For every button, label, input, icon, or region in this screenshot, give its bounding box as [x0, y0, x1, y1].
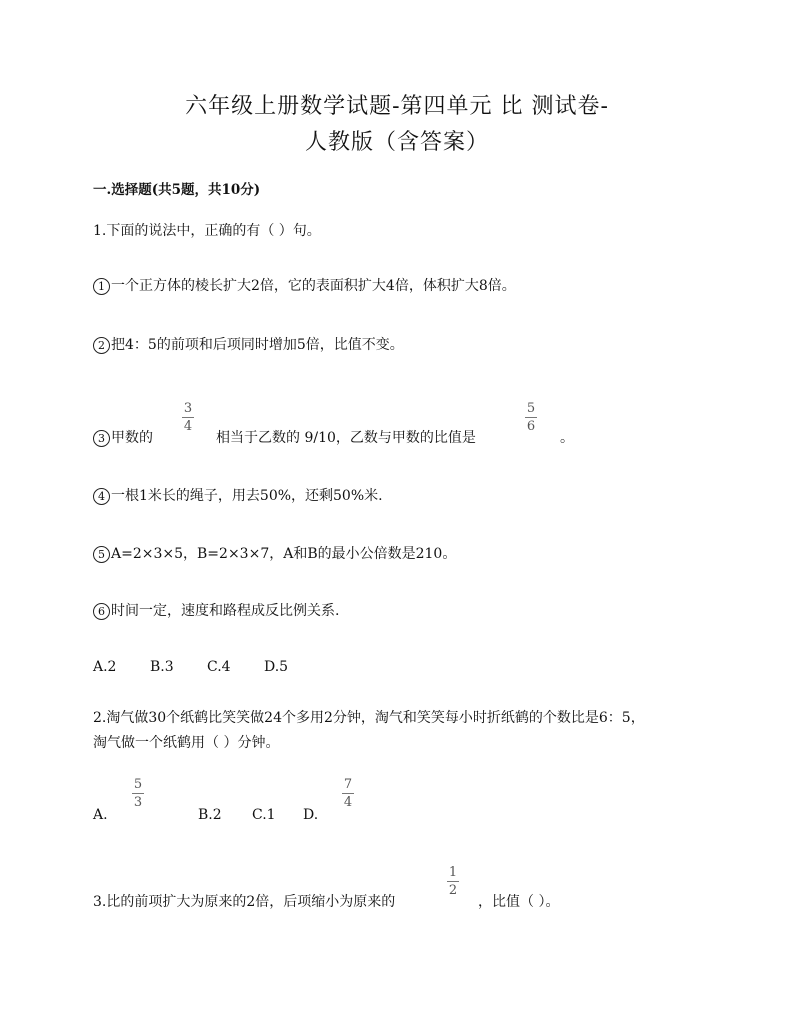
question-1-stem: 1.下面的说法中，正确的有（ ）句。	[93, 223, 321, 239]
circled-number-6: 6	[93, 603, 110, 620]
question-1-item-3-mid: 相当于乙数的 9/10，乙数与甲数的比值是	[216, 430, 476, 446]
fraction-bar	[182, 417, 194, 418]
fraction-bar	[342, 793, 354, 794]
item-text: 把4：5的前项和后项同时增加5倍，比值不变。	[111, 337, 404, 353]
fraction-denominator: 4	[343, 795, 353, 810]
circled-number-3: 3	[93, 430, 110, 447]
question-2-line2: 淘气做一个纸鹤用（ ）分钟。	[93, 735, 280, 751]
question-1-item-1	[93, 276, 516, 296]
document-title-line2: 人教版（含答案）	[304, 130, 489, 155]
fraction-5-6	[523, 402, 539, 434]
fraction-7-4	[340, 778, 356, 810]
fraction-denominator: 3	[133, 795, 143, 810]
fraction-bar	[525, 417, 537, 418]
item-text: 一根1米长的绳子，用去50%，还剩50%米.	[111, 488, 383, 504]
item-text: 时间一定，速度和路程成反比例关系.	[111, 603, 340, 619]
fraction-bar	[132, 793, 144, 794]
question-3-tail: ，比值（ ）。	[478, 894, 560, 910]
question-1-item-5	[93, 544, 456, 564]
fraction-3-4	[180, 402, 196, 434]
fraction-denominator: 6	[526, 419, 536, 434]
fraction-bar	[447, 881, 459, 882]
fraction-denominator: 4	[183, 419, 193, 434]
option-b[interactable]: B.3	[150, 659, 174, 675]
question-2-option-c[interactable]: C.1	[252, 807, 276, 823]
option-a[interactable]: A.2	[93, 659, 117, 675]
question-1-item-6	[93, 601, 339, 621]
section-heading: 一.选择题(共5题，共10分)	[93, 182, 261, 198]
item-text: A=2×3×5，B=2×3×7，A和B的最小公倍数是210。	[111, 546, 457, 562]
question-1-item-2	[93, 335, 404, 355]
circled-number-2: 2	[93, 337, 110, 354]
fraction-numerator: 7	[343, 777, 353, 792]
fraction-denominator: 2	[448, 883, 458, 898]
question-1-item-3	[93, 428, 153, 448]
fraction-numerator: 5	[526, 401, 536, 416]
fraction-numerator: 5	[133, 777, 143, 792]
fraction-5-3	[130, 778, 146, 810]
question-2-option-b[interactable]: B.2	[198, 807, 222, 823]
fraction-numerator: 1	[448, 865, 458, 880]
fraction-numerator: 3	[183, 401, 193, 416]
circled-number-5: 5	[93, 546, 110, 563]
question-2-option-a[interactable]: A.	[93, 807, 108, 823]
question-1-options	[93, 657, 288, 677]
question-2-line1: 2.淘气做30个纸鹤比笑笑做24个多用2分钟，淘气和笑笑每小时折纸鹤的个数比是6：5，	[93, 710, 645, 726]
question-1-item-4	[93, 486, 383, 506]
question-2-option-d[interactable]: D.	[303, 807, 319, 823]
option-c[interactable]: C.4	[207, 659, 231, 675]
option-d[interactable]: D.5	[264, 659, 289, 675]
question-1-item-3-end: 。	[560, 430, 574, 446]
fraction-1-2	[445, 866, 461, 898]
circled-number-4: 4	[93, 488, 110, 505]
item-text-a: 甲数的	[111, 430, 153, 446]
item-text: 一个正方体的棱长扩大2倍，它的表面积扩大4倍，体积扩大8倍。	[111, 278, 516, 294]
question-3-stem: 3.比的前项扩大为原来的2倍，后项缩小为原来的	[93, 894, 396, 910]
document-title-line1: 六年级上册数学试题-第四单元 比 测试卷-	[185, 94, 609, 119]
circled-number-1: 1	[93, 278, 110, 295]
